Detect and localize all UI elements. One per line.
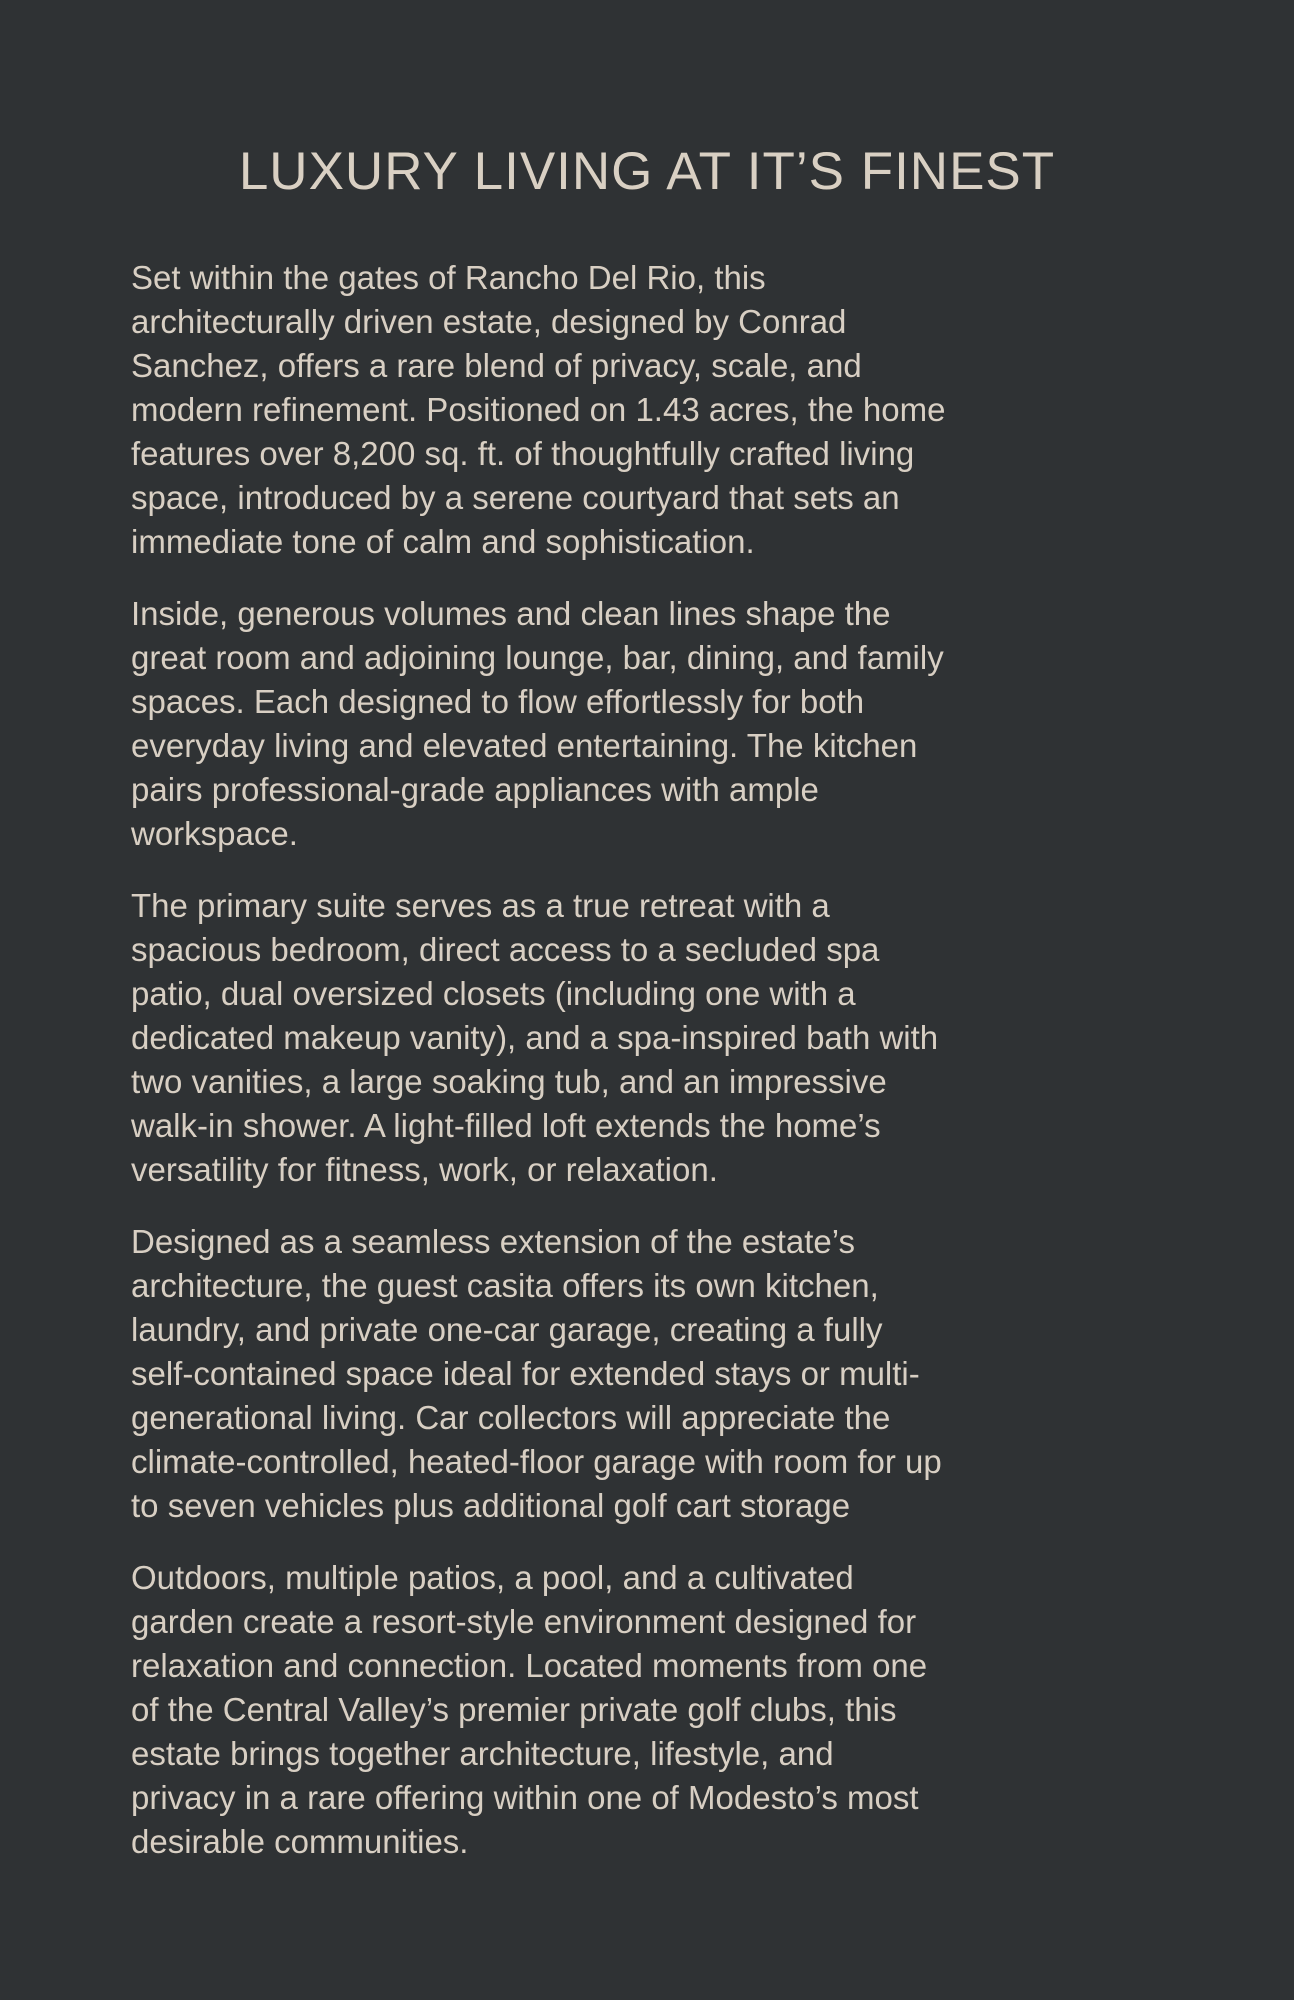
paragraph-casita-garage: Designed as a seamless extension of the estate’s architecture, the guest casita offers its own kitchen, laundry, and private one-car garage, creating a fully self-contained space ideal for extended stays or multi-generational living. Car collectors will appreciate the climate-controlled, heated-floor garage with room for up to seven vehicles plus additional golf cart storage	[131, 1223, 942, 1524]
paragraph-overview: Set within the gates of Rancho Del Rio, this architecturally driven estate, designed by Conrad Sanchez, offers a rare blend of privacy, scale, and modern refinement. Positioned on 1.43 acres, the home features over 8,200 sq. ft. of thoughtfully crafted living space, introduced by a serene courtyard that sets an immediate tone of calm and sophistication.	[131, 259, 946, 560]
paragraph-outdoors: Outdoors, multiple patios, a pool, and a cultivated garden create a resort-style environment designed for relaxation and connection. Located moments from one of the Central Valley’s premier private golf clubs, this estate brings together architecture, lifestyle, and privacy in a rare offering within one of Modesto’s most desirable communities.	[131, 1559, 928, 1860]
page-title: LUXURY LIVING AT IT’S FINEST	[238, 142, 1056, 201]
description-body	[131, 256, 946, 1864]
paragraph-primary-suite: The primary suite serves as a true retreat with a spacious bedroom, direct access to a secluded spa patio, dual oversized closets (including one with a dedicated makeup vanity), and a spa-inspired bath with two vanities, a large soaking tub, and an impressive walk-in shower. A light-filled loft extends the home’s versatility for fitness, work, or relaxation.	[131, 887, 939, 1188]
paragraph-interior: Inside, generous volumes and clean lines shape the great room and adjoining lounge, bar, dining, and family spaces. Each designed to flow effortlessly for both everyday living and elevated entertaining. The kitchen pairs professional-grade appliances with ample workspace.	[131, 595, 944, 852]
description-section	[131, 0, 1163, 1864]
